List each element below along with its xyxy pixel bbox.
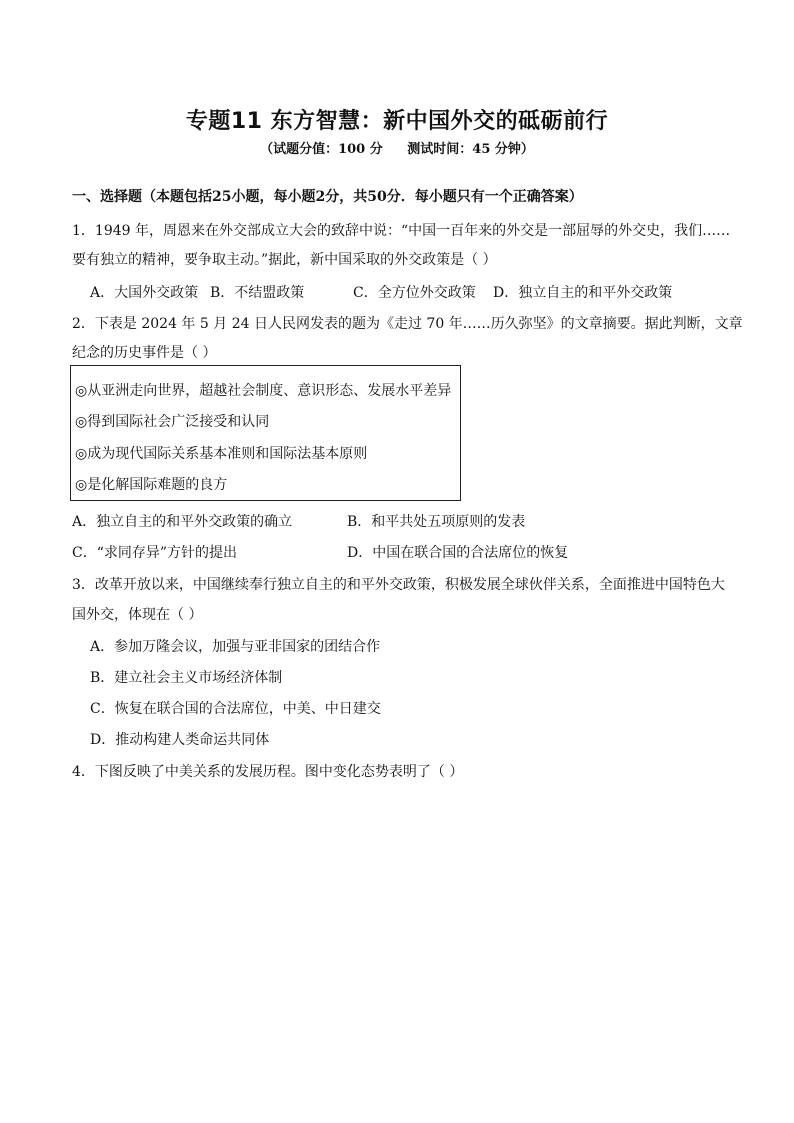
q2-option-b: B．和平共处五项原则的发表 bbox=[347, 514, 526, 530]
q1-options bbox=[90, 282, 672, 302]
q1-stem-line2: 要有独立的精神，要争取主动。”据此，新中国采取的外交政策是（ ） bbox=[72, 252, 497, 268]
q3-option-d: D．推动构建人类命运共同体 bbox=[90, 732, 270, 748]
summary-box bbox=[70, 365, 461, 501]
q1-option-a: A．大国外交政策 bbox=[90, 285, 199, 301]
q1-option-d: D．独立自主的和平外交政策 bbox=[493, 285, 673, 301]
summary-item: ◎是化解国际难题的良方 bbox=[75, 477, 228, 493]
q2-option-a: A．独立自主的和平外交政策的确立 bbox=[72, 514, 293, 530]
q2-option-d: D．中国在联合国的合法席位的恢复 bbox=[347, 545, 569, 561]
summary-item: ◎成为现代国际关系基本准则和国际法基本原则 bbox=[75, 446, 368, 462]
q3-stem-line2: 国外交，体现在（ ） bbox=[72, 607, 203, 623]
q2-option-c: C．“求同存异”方针的提出 bbox=[72, 545, 238, 561]
q2-options-row1 bbox=[72, 511, 525, 531]
q1-stem-line1: 1．1949 年，周恩来在外交部成立大会的致辞中说：“中国一百年来的外交是一部屈辱的外交史，我们…… bbox=[72, 223, 731, 239]
q3-stem-line1: 3．改革开放以来，中国继续奉行独立自主的和平外交政策，积极发展全球伙伴关系，全面推进中国特色大 bbox=[72, 577, 725, 593]
time-info: 测试时间：45 分钟） bbox=[407, 142, 534, 157]
q2-stem-line2: 纪念的历史事件是（ ） bbox=[72, 345, 217, 361]
exam-info bbox=[0, 138, 794, 157]
q2-stem-line1: 2．下表是 2024 年 5 月 24 日人民网发表的题为《走过 70 年……历久弥坚》的文章摘要。据此判断，文章 bbox=[72, 316, 743, 332]
summary-item: ◎从亚洲走向世界，超越社会制度、意识形态、发展水平差异 bbox=[75, 383, 452, 399]
q3-option-c: C．恢复在联合国的合法席位，中美、中日建交 bbox=[90, 701, 381, 717]
summary-item: ◎得到国际社会广泛接受和认同 bbox=[75, 414, 270, 430]
q1-option-b: B．不结盟政策 bbox=[210, 285, 305, 301]
q3-option-a: A．参加万隆会议，加强与亚非国家的团结合作 bbox=[90, 639, 381, 655]
q3-option-b: B．建立社会主义市场经济体制 bbox=[90, 670, 283, 686]
score-info: （试题分值：100 分 bbox=[260, 142, 383, 157]
q2-options-row2 bbox=[72, 542, 568, 562]
q4-stem-line1: 4．下图反映了中美关系的发展历程。图中变化态势表明了（ ） bbox=[72, 764, 464, 780]
q1-option-c: C．全方位外交政策 bbox=[353, 285, 476, 301]
section-heading: 一、选择题（本题包括25小题，每小题2分，共50分．每小题只有一个正确答案） bbox=[72, 189, 583, 205]
page-title: 专题11 东方智慧：新中国外交的砥砺前行 bbox=[185, 109, 609, 134]
